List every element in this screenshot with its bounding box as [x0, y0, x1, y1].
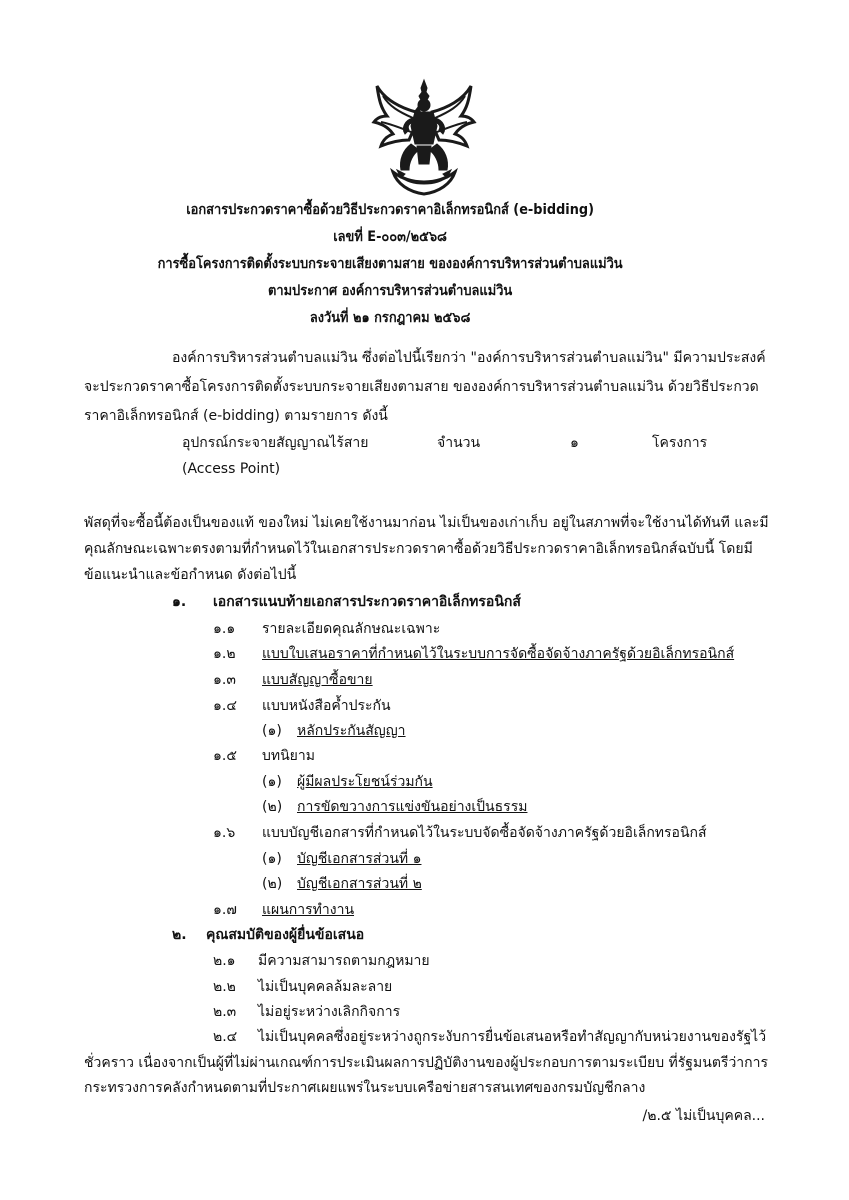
item-qty-label: จำนวน	[437, 435, 481, 451]
item-1-6-text: แบบบัญชีเอกสารที่กำหนดไว้ในระบบจัดซื้อจัดจ้างภาครัฐด้วยอิเล็กทรอนิกส์	[262, 825, 707, 841]
item-unit: โครงการ	[652, 435, 708, 451]
item-name-english: (Access Point)	[182, 461, 281, 477]
item-2-4-text-line-3: กระทรวงการคลังกำหนดตามที่ประกาศเผยแพร่ในระบบเครือข่ายสารสนเทศของกรมบัญชีกลาง	[84, 1080, 646, 1096]
document-title: เอกสารประกวดราคาซื้อด้วยวิธีประกวดราคาอิเล็กทรอนิกส์ (e-bidding)	[186, 202, 594, 218]
item-1-4-number: ๑.๔	[213, 698, 237, 714]
body-line-1: พัสดุที่จะซื้อนี้ต้องเป็นของแท้ ของใหม่ ไม่เคยใช้งานมาก่อน ไม่เป็นของเก่าเก็บ อยู่ในสภาพที่จะใช้งานได้ทันที และมี	[84, 515, 769, 531]
intro-line-3: ราคาอิเล็กทรอนิกส์ (e-bidding) ตามรายการ ดังนี้	[84, 408, 388, 424]
item-1-5-2-number: (๒)	[262, 799, 283, 815]
item-1-5-1-number: (๑)	[262, 774, 282, 790]
item-1-6-2-link[interactable]: บัญชีเอกสารส่วนที่ ๒	[297, 876, 422, 892]
item-2-3-text: ไม่อยู่ระหว่างเลิกกิจการ	[258, 1004, 401, 1020]
body-line-2: คุณลักษณะเฉพาะตรงตามที่กำหนดไว้ในเอกสารประกวดราคาซื้อด้วยวิธีประกวดราคาอิเล็กทรอนิกส์ฉบับนี้ โดยมี	[84, 541, 753, 557]
item-1-1-number: ๑.๑	[213, 621, 236, 637]
item-1-4-1-link[interactable]: หลักประกันสัญญา	[297, 723, 406, 739]
garuda-emblem-icon	[371, 78, 477, 196]
item-1-4-1-number: (๑)	[262, 723, 282, 739]
section-1-title: เอกสารแนบท้ายเอกสารประกวดราคาอิเล็กทรอนิกส์	[213, 594, 521, 610]
intro-line-2: จะประกวดราคาซื้อโครงการติดตั้งระบบกระจายเสียงตามสาย ขององค์การบริหารส่วนตำบลแม่วิน ด้วยวิธีประกวด	[84, 379, 759, 395]
item-1-7-link[interactable]: แผนการทำงาน	[262, 902, 355, 918]
item-1-1-text: รายละเอียดคุณลักษณะเฉพาะ	[262, 621, 441, 637]
announcement-reference: ตามประกาศ องค์การบริหารส่วนตำบลแม่วิน	[267, 283, 513, 299]
item-2-3-number: ๒.๓	[213, 1004, 237, 1020]
item-2-1-number: ๒.๑	[213, 953, 236, 969]
item-2-2-number: ๒.๒	[213, 979, 236, 995]
item-2-1-text: มีความสามารถตามกฎหมาย	[258, 953, 430, 969]
item-1-7-number: ๑.๗	[213, 902, 237, 918]
section-1-number: ๑.	[172, 594, 187, 610]
document-number: เลขที่ E-๐๐๓/๒๕๖๘	[333, 229, 447, 245]
item-qty: ๑	[570, 435, 579, 451]
item-1-6-2-number: (๒)	[262, 876, 283, 892]
item-1-4-text: แบบหนังสือค้ำประกัน	[262, 698, 391, 714]
item-2-4-text-line-2: ชั่วคราว เนื่องจากเป็นผู้ที่ไม่ผ่านเกณฑ์การประเมินผลการปฏิบัติงานของผู้ประกอบการตามระเบียบ ที่รัฐมนตรีว่าการ	[84, 1055, 769, 1071]
item-2-2-text: ไม่เป็นบุคคลล้มละลาย	[258, 979, 393, 995]
item-1-6-1-link[interactable]: บัญชีเอกสารส่วนที่ ๑	[297, 851, 422, 867]
item-2-4-number: ๒.๔	[213, 1029, 238, 1045]
item-1-5-text: บทนิยาม	[262, 748, 315, 764]
document-subject: การซื้อโครงการติดตั้งระบบกระจายเสียงตามสาย ขององค์การบริหารส่วนตำบลแม่วิน	[157, 256, 623, 272]
intro-line-1: องค์การบริหารส่วนตำบลแม่วิน ซึ่งต่อไปนี้เรียกว่า "องค์การบริหารส่วนตำบลแม่วิน" มีความประสงค์	[172, 350, 766, 366]
item-1-5-1-link[interactable]: ผู้มีผลประโยชน์ร่วมกัน	[297, 774, 433, 790]
item-1-5-2-link[interactable]: การขัดขวางการแข่งขันอย่างเป็นธรรม	[297, 799, 528, 815]
item-1-3-link[interactable]: แบบสัญญาซื้อขาย	[262, 672, 373, 688]
continuation-marker: /๒.๕ ไม่เป็นบุคคล...	[642, 1108, 765, 1124]
item-1-5-number: ๑.๕	[213, 748, 237, 764]
item-name: อุปกรณ์กระจายสัญญาณไร้สาย	[182, 435, 369, 451]
body-line-3: ข้อแนะนำและข้อกำหนด ดังต่อไปนี้	[84, 567, 297, 583]
section-2-number: ๒.	[172, 927, 187, 943]
section-2-title: คุณสมบัติของผู้ยื่นข้อเสนอ	[206, 927, 365, 943]
item-2-4-text-line-1: ไม่เป็นบุคคลซึ่งอยู่ระหว่างถูกระงับการยื่นข้อเสนอหรือทำสัญญากับหน่วยงานของรัฐไว้	[258, 1029, 767, 1045]
announcement-date: ลงวันที่ ๒๑ กรกฎาคม ๒๕๖๘	[309, 310, 471, 326]
item-1-2-number: ๑.๒	[213, 646, 236, 662]
item-1-6-1-number: (๑)	[262, 851, 282, 867]
item-1-6-number: ๑.๖	[213, 825, 236, 841]
item-1-3-number: ๑.๓	[213, 672, 236, 688]
item-1-2-link[interactable]: แบบใบเสนอราคาที่กำหนดไว้ในระบบการจัดซื้อจัดจ้างภาครัฐด้วยอิเล็กทรอนิกส์	[262, 646, 735, 662]
